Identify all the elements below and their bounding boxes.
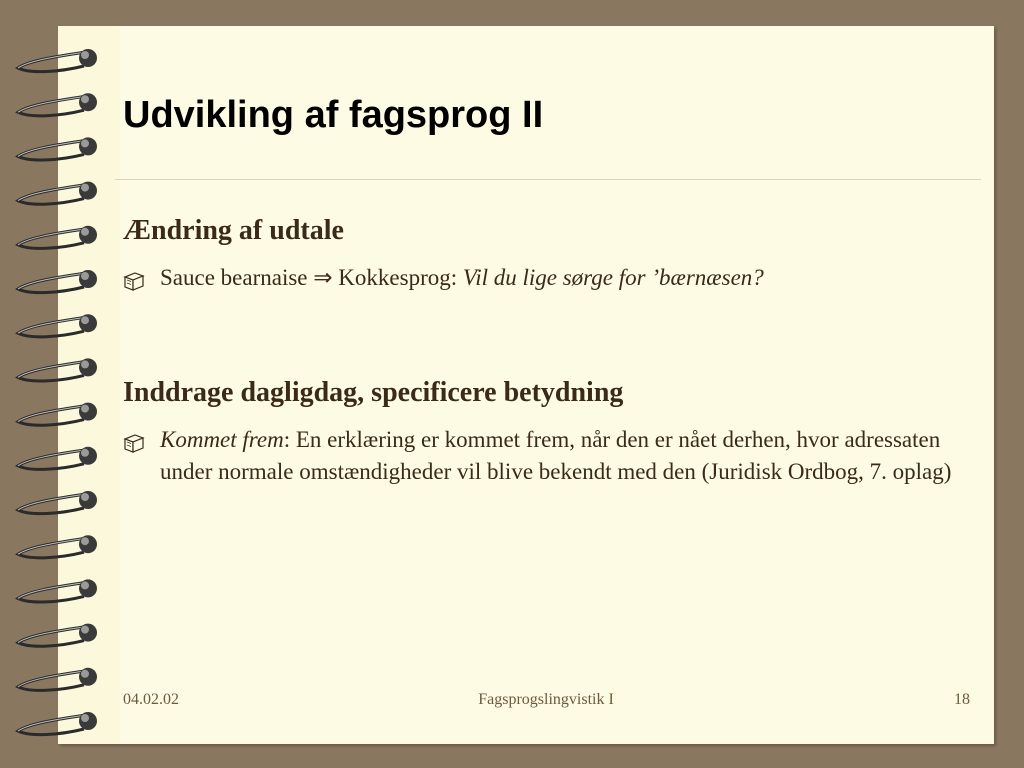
slide-title: Udvikling af fagsprog II bbox=[123, 94, 544, 136]
bullet-text bbox=[160, 262, 970, 294]
book-icon bbox=[123, 271, 145, 291]
spiral-ring-icon bbox=[18, 668, 97, 691]
bullet-text-part: Sauce bearnaise bbox=[160, 265, 314, 290]
spiral-ring-icon bbox=[18, 270, 97, 293]
page-number: 18 bbox=[954, 691, 970, 708]
spiral-ring-icon bbox=[18, 314, 97, 337]
spiral-ring-icon bbox=[18, 712, 97, 735]
footer-title: Fagsprogslingvistik I bbox=[478, 691, 614, 708]
spiral-ring-icon bbox=[18, 182, 97, 205]
spiral-ring-icon bbox=[18, 137, 97, 160]
spiral-ring-icon bbox=[18, 624, 97, 647]
footer-date: 04.02.02 bbox=[123, 691, 179, 708]
spiral-ring-icon bbox=[18, 93, 97, 116]
bullet-text-part: : En erklæring er kommet frem, når den er nået derhen, hvor adressaten under normale omstændigheder vil blive bekendt med den (Juridisk Ordbog, 7. oplag) bbox=[160, 427, 952, 484]
bullet-italic-quote: Vil du lige sørge for ’bærnæsen? bbox=[462, 265, 764, 290]
spiral-ring-icon bbox=[18, 358, 97, 381]
implies-arrow: ⇒ bbox=[313, 265, 333, 290]
spiral-ring-icon bbox=[18, 491, 97, 514]
title-divider bbox=[115, 179, 981, 180]
bullet-text-part: Kokkesprog: bbox=[332, 265, 463, 290]
bullet-italic-term: Kommet frem bbox=[160, 427, 284, 452]
section-heading-pronunciation: Ændring af udtale bbox=[123, 215, 344, 246]
section-heading-everyday: Inddrage dagligdag, specificere betydning bbox=[123, 377, 624, 408]
spiral-ring-icon bbox=[18, 49, 97, 72]
spiral-ring-icon bbox=[18, 226, 97, 249]
spiral-binding bbox=[0, 0, 110, 768]
spiral-ring-icon bbox=[18, 535, 97, 558]
book-icon bbox=[123, 433, 145, 453]
spiral-ring-icon bbox=[18, 579, 97, 602]
spiral-ring-icon bbox=[18, 403, 97, 426]
bullet-text bbox=[160, 424, 970, 488]
spiral-ring-icon bbox=[18, 447, 97, 470]
